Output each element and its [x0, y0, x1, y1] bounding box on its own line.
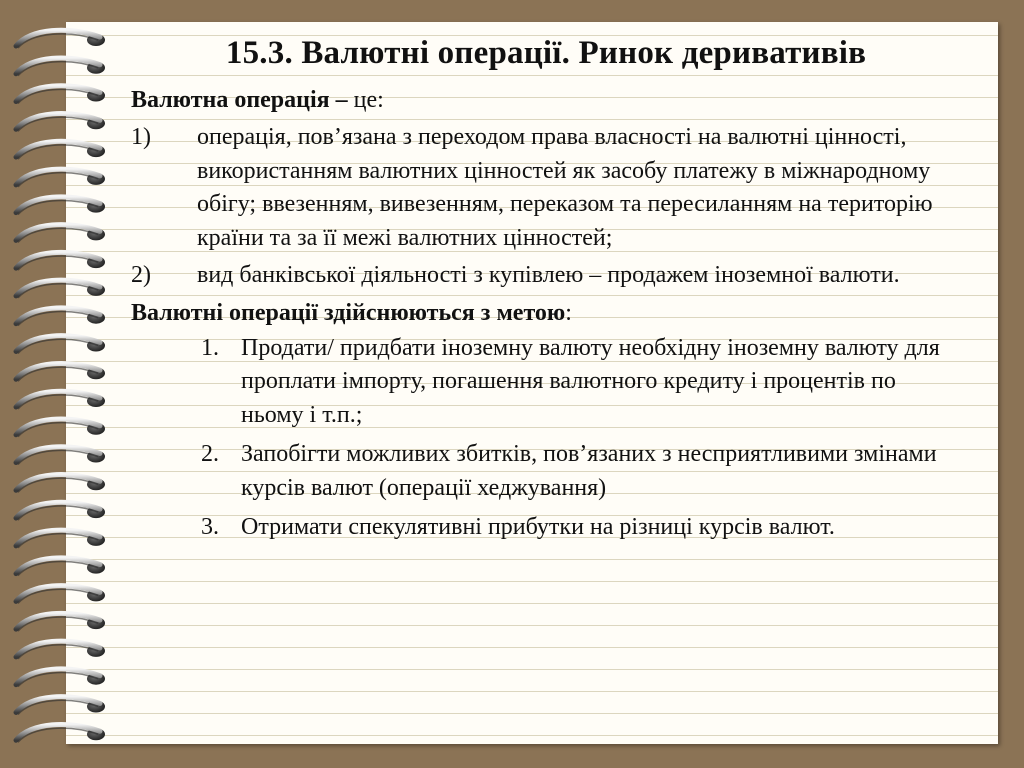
list-item	[131, 511, 961, 545]
purpose-list	[131, 332, 961, 545]
definition-list	[131, 121, 961, 293]
list-item-text: вид банківської діяльності з купівлею – продажем іноземної валюти.	[197, 262, 900, 288]
list-item	[131, 121, 961, 255]
definition-term: Валютна операція –	[131, 87, 348, 113]
list-item-text: операція, пов’язана з переходом права власності на валютні цінності, використанням валютних цінностей як засобу платежу в міжнародному обігу; ввезенням, вивезенням, переказом та пересиланням на територію країни та за її межі валютних цінностей;	[197, 124, 933, 251]
list-item	[131, 259, 961, 293]
list-item	[131, 438, 961, 505]
slide-content	[131, 24, 961, 551]
list-item-text: Запобігти можливих збитків, пов’язаних з несприятливими змінами курсів валют (операції хеджування)	[241, 441, 937, 501]
list-item-number: 1.	[201, 334, 219, 361]
list-item-number: 3.	[201, 514, 219, 540]
purpose-suffix: :	[565, 299, 572, 326]
purpose-heading: Валютні операції здійснюються з метою	[131, 299, 566, 326]
purpose-line	[131, 297, 961, 330]
list-item-text: Отримати спекулятивні прибутки на різниці курсів валют.	[241, 514, 835, 540]
list-item-number: 1)	[131, 124, 151, 150]
list-item	[131, 332, 961, 433]
slide-title: 15.3. Валютні операції. Ринок деривативів	[225, 35, 867, 71]
definition-suffix: це:	[347, 87, 384, 113]
list-item-number: 2.	[201, 441, 219, 467]
definition-line	[131, 84, 961, 117]
list-item-number: 2)	[131, 262, 151, 288]
list-item-text: Продати/ придбати іноземну валюту необхідну іноземну валюту для проплати імпорту, погашення валютного кредиту і процентів по ньому і т.п.;	[241, 334, 940, 428]
